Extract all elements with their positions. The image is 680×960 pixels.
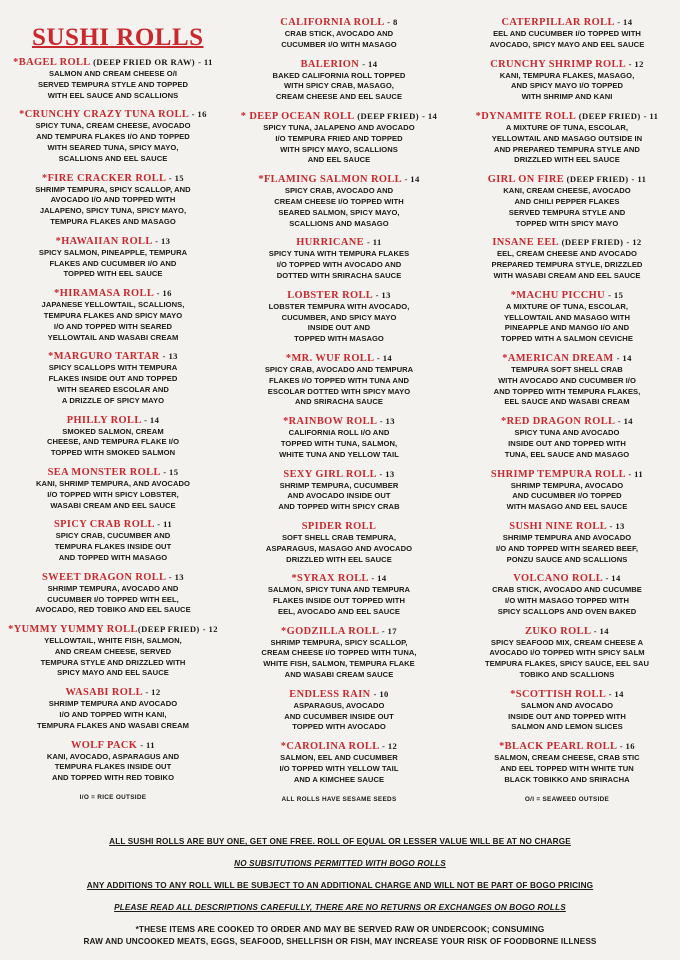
- menu-item-name: *MR. WUF ROLL: [285, 352, 374, 364]
- menu-item-price: - 13: [168, 571, 185, 582]
- menu-item-name: ENDLESS RAIN: [289, 688, 371, 700]
- menu-item-name: CATERPILLAR ROLL: [501, 17, 615, 28]
- menu-item: [454, 520, 680, 565]
- menu-item-name: SUSHI NINE ROLL: [509, 520, 607, 532]
- menu-item-name: ZUKO ROLL: [525, 625, 591, 637]
- menu-item-price: - 13: [609, 520, 625, 531]
- menu-item-heading: [2, 739, 224, 752]
- menu-item-description: SHRIMP TEMPURA, AVOCADO AND CUCUMBER I/O TOPPED WITH EEL, AVOCADO, RED TOBIKO AND EEL SAUCE: [35, 583, 191, 615]
- menu-item-price: - 14: [593, 625, 609, 636]
- menu-item-heading: [454, 740, 680, 753]
- menu-item-name: *MACHU PICCHU: [510, 289, 606, 301]
- returns-notice: PLEASE READ ALL DESCRIPTIONS CAREFULLY, THERE ARE NO RETURNS OR EXCHANGES ON BOGO ROLLS: [114, 903, 566, 912]
- menu-item: [454, 468, 680, 513]
- menu-item-price: - 15: [168, 172, 185, 183]
- menu-item: [230, 236, 448, 281]
- menu-item: [230, 289, 448, 345]
- menu-item-description: SPICY TUNA WITH TEMPURA FLAKES I/O TOPPED WITH AVOCADO AND DOTTED WITH SRIRACHA SAUCE: [268, 249, 410, 280]
- menu-item-name: *FLAMING SALMON ROLL: [258, 174, 402, 186]
- menu-item-price: - 16: [191, 109, 207, 120]
- bogo-notice: ALL SUSHI ROLLS ARE BUY ONE, GET ONE FREE. ROLL OF EQUAL OR LESSER VALUE WILL BE AT NO CHARGE: [109, 837, 571, 846]
- no-substitutions-notice: NO SUBSITUTIONS PERMITTED WITH BOGO ROLLS: [234, 859, 446, 868]
- menu-item-heading: [2, 571, 224, 584]
- menu-item-price: - 14: [371, 573, 387, 584]
- menu-item-heading: [230, 415, 448, 428]
- menu-item-name: LOBSTER ROLL: [287, 289, 373, 301]
- menu-item-heading: [2, 466, 224, 479]
- additions-notice: ANY ADDITIONS TO ANY ROLL WILL BE SUBJECT TO AN ADDITIONAL CHARGE AND WILL NOT BE PART OF BOGO PRICING: [86, 881, 594, 890]
- menu-item: [2, 56, 224, 101]
- menu-item-name: *GODZILLA ROLL: [281, 625, 379, 637]
- menu-item-heading: [454, 16, 680, 29]
- menu-item: [2, 287, 224, 343]
- menu-item-heading: [2, 350, 224, 363]
- menu-item: [230, 352, 448, 408]
- menu-item-description: SOFT SHELL CRAB TEMPURA, ASPARAGUS, MASAGO AND AVOCADO DRIZZLED WITH EEL SAUCE: [265, 532, 413, 564]
- menu-item-name: *DYNAMITE ROLL: [475, 110, 577, 122]
- menu-item-name: *YUMMY YUMMY ROLL: [8, 624, 138, 636]
- menu-item: [454, 352, 680, 408]
- menu-item-name: *HIRAMASA ROLL: [54, 288, 154, 300]
- menu-item-note: (DEEP FRIED): [354, 110, 420, 121]
- menu-item-name: CALIFORNIA ROLL: [280, 17, 385, 28]
- menu-item-heading: [454, 625, 680, 638]
- menu-item-description: A MIXTURE OF TUNA, ESCOLAR, YELLOWTAIL AND MASAGO OUTSIDE IN AND PREPARED TEMPURA STYLE AND DRIZZLED WITH EEL SAUCE: [491, 122, 643, 165]
- menu-item-name: INSANE EEL: [492, 237, 560, 249]
- menu-item-heading: [230, 289, 448, 302]
- menu-item-heading: [454, 58, 680, 71]
- menu-item-name: HURRICANE: [296, 237, 364, 249]
- menu-item-heading: [2, 108, 224, 121]
- menu-item-name: * DEEP OCEAN ROLL: [240, 110, 355, 122]
- menu-item-heading: [454, 236, 680, 249]
- menu-item-price: - 14: [362, 58, 378, 69]
- menu-item-description: SHRIMP TEMPURA, AVOCADO AND CUCUMBER I/O TOPPED WITH MASAGO AND EEL SAUCE: [506, 480, 628, 512]
- menu-item-price: - 11: [157, 519, 173, 530]
- menu-item-name: *BAGEL ROLL: [13, 57, 91, 68]
- menu-item-heading: [230, 468, 448, 481]
- menu-item-name: *HAWAIIAN ROLL: [55, 235, 153, 247]
- menu-item-price: - 14: [617, 17, 633, 27]
- menu-item-name: SEXY GIRL ROLL: [283, 468, 377, 480]
- menu-item-heading: [2, 235, 224, 248]
- menu-item-price: - 11: [198, 57, 213, 67]
- menu-item-description: KANI, AVOCADO, ASPARAGUS AND TEMPURA FLAKES INSIDE OUT AND TOPPED WITH RED TOBIKO: [46, 751, 180, 783]
- menu-item-heading: [2, 686, 224, 699]
- menu-item-name: *RED DRAGON ROLL: [501, 416, 615, 428]
- menu-item: [2, 466, 224, 511]
- menu-item-description: SPICY TUNA AND AVOCADO INSIDE OUT AND TOPPED WITH TUNA, EEL SAUCE AND MASAGO: [504, 428, 630, 459]
- menu-item-description: SPICY SEAFOOD MIX, CREAM CHEESE A AVOCADO I/O TOPPED WITH SPICY SALM TEMPURA FLAKES, SPICY SAUCE, EEL SAU TOBIKO AND SCALLIONS: [484, 637, 650, 680]
- menu-item-heading: [2, 56, 224, 69]
- menu-item-heading: [454, 173, 680, 186]
- menu-item: [454, 236, 680, 281]
- menu-item-price: - 15: [608, 289, 624, 300]
- menu-item-price: - 12: [626, 237, 642, 248]
- menu-item-heading: [230, 625, 448, 638]
- menu-footer: [0, 836, 680, 958]
- menu-item-heading: [230, 173, 448, 186]
- menu-item-heading: [230, 740, 448, 753]
- menu-item-note: (DEEP FRIED): [559, 237, 624, 248]
- menu-item-name: *CAROLINA ROLL: [280, 741, 380, 753]
- menu-item-price: - 14: [376, 352, 393, 363]
- menu-item-description: SPICY SCALLOPS WITH TEMPURA FLAKES INSIDE OUT AND TOPPED WITH SEARED ESCOLAR AND A DRIZZLE OF SPICY MAYO: [48, 363, 178, 405]
- menu-item-heading: [2, 172, 224, 185]
- menu-item: [454, 110, 680, 166]
- menu-item-name: *CRUNCHY CRAZY TUNA ROLL: [19, 109, 189, 121]
- menu-item-heading: [2, 414, 224, 427]
- menu-item-description: SPICY TUNA, CREAM CHEESE, AVOCADO AND TEMPURA FLAKES I/O AND TOPPED WITH SEARED TUNA, SPICY MAYO, SCALLIONS AND EEL SAUCE: [35, 121, 191, 163]
- menu-item-note: (DEEP FRIED): [137, 624, 200, 635]
- menu-item-description: ASPARAGUS, AVOCADO AND CUCUMBER INSIDE OUT TOPPED WITH AVOCADO: [284, 700, 394, 732]
- menu-item-heading: [454, 572, 680, 585]
- menu-item-price: - 14: [605, 573, 621, 584]
- menu-item-price: - 16: [619, 741, 635, 752]
- menu-item-description: SHRIMP TEMPURA, CUCUMBER AND AVOCADO INSIDE OUT AND TOPPED WITH SPICY CRAB: [278, 480, 400, 512]
- menu-item-heading: [454, 415, 680, 428]
- menu-item-heading: [454, 468, 680, 481]
- menu-item-price: - 8: [387, 17, 398, 27]
- menu-item-price: - 12: [202, 624, 218, 635]
- menu-item-heading: [230, 236, 448, 249]
- menu-item-name: VOLCANO ROLL: [513, 573, 603, 585]
- menu-item-note: (DEEP FRIED): [576, 110, 641, 121]
- menu-item: [230, 572, 448, 617]
- menu-item-price: - 13: [375, 289, 391, 300]
- menu-item-description: SHRIMP TEMPURA AND AVOCADO I/O AND TOPPED WITH SEARED BEEF, PONZU SAUCE AND SCALLIONS: [495, 532, 639, 564]
- menu-item: [230, 58, 448, 103]
- menu-item: [2, 350, 224, 406]
- consumer-warning-line-1: *THESE ITEMS ARE COOKED TO ORDER AND MAY BE SERVED RAW OR UNDERCOOK; CONSUMING: [135, 925, 545, 934]
- menu-item-description: A MIXTURE OF TUNA, ESCOLAR, YELLOWTAIL AND MASAGO WITH PINEAPPLE AND MANGO I/O AND TOPPED WITH A SALMON CEVICHE: [501, 301, 633, 344]
- menu-item: [2, 235, 224, 280]
- menu-item-heading: [2, 518, 224, 531]
- menu-item: [2, 172, 224, 228]
- menu-item: [2, 518, 224, 563]
- menu-item-heading: [230, 352, 448, 365]
- menu-item: [230, 415, 448, 460]
- menu-item-price: - 17: [381, 625, 397, 636]
- menu-item-name: *SCOTTISH ROLL: [510, 688, 606, 700]
- menu-item-name: *FIRE CRACKER ROLL: [41, 172, 166, 184]
- menu-item-description: SMOKED SALMON, CREAM CHEESE, AND TEMPURA FLAKE I/O TOPPED WITH SMOKED SALMON: [46, 426, 180, 458]
- menu-item-heading: [230, 520, 448, 533]
- menu-item-price: - 11: [366, 237, 382, 248]
- menu-item-name: SPIDER ROLL: [301, 520, 377, 532]
- menu-item: [230, 520, 448, 565]
- menu-item-price: - 11: [628, 468, 644, 479]
- menu-item-description: SPICY SALMON, PINEAPPLE, TEMPURA FLAKES AND CUCUMBER I/O AND TOPPED WITH EEL SAUCE: [38, 247, 188, 279]
- menu-item-description: CRAB STICK, AVOCADO AND CUCUMBER I/O WITH MASAGO: [281, 29, 397, 49]
- menu-item-description: SHRIMP TEMPURA, SPICY SCALLOP, AND AVOCADO I/O AND TOPPED WITH JALAPENO, SPICY TUNA, SPICY MAYO, TEMPURA FLAKES AND MASAGO: [35, 184, 191, 226]
- menu-item-description: JAPANESE YELLOWTAIL, SCALLIONS, TEMPURA FLAKES AND SPICY MAYO I/O AND TOPPED WITH SEARED YELLOWTAIL AND WASABI CREAM: [41, 300, 185, 342]
- menu-item-name: WOLF PACK: [71, 739, 138, 751]
- column-legend: ALL ROLLS HAVE SESAME SEEDS: [281, 795, 397, 803]
- menu-item-description: SALMON, EEL AND CUCUMBER I/O TOPPED WITH YELLOW TAIL AND A KIMCHEE SAUCE: [279, 753, 399, 784]
- menu-item-price: - 11: [140, 739, 155, 750]
- menu-item-description: YELLOWTAIL, WHITE FISH, SALMON, AND CREAM CHEESE, SERVED TEMPURA STYLE AND DRIZZLED WITH SPICY MAYO AND EEL SAUCE: [40, 636, 186, 678]
- menu-item-name: *AMERICAN DREAM: [502, 352, 614, 364]
- menu-item: [230, 740, 448, 785]
- menu-item: [230, 110, 448, 166]
- menu-item-description: SPICY CRAB, AVOCADO AND TEMPURA FLAKES I/O TOPPED WITH TUNA AND ESCOLAR DOTTED WITH SPICY MAYO AND SRIRACHA SAUCE: [264, 364, 414, 407]
- menu-item-price: - 14: [608, 688, 624, 699]
- menu-item-price: - 10: [373, 688, 389, 699]
- menu-item-heading: [2, 623, 224, 636]
- menu-item-heading: [230, 110, 448, 123]
- menu-item-heading: [230, 688, 448, 701]
- menu-item: [454, 740, 680, 785]
- menu-item-price: - 13: [379, 468, 395, 479]
- menu-item: [454, 572, 680, 617]
- menu-item: [2, 739, 224, 784]
- menu-item-price: - 11: [643, 110, 659, 121]
- menu-item: [230, 625, 448, 681]
- menu-item-name: PHILLY ROLL: [66, 414, 142, 426]
- menu-item-description: EEL, CREAM CHEESE AND AVOCADO PREPARED TEMPURA STYLE, DRIZZLED WITH WASABI CREAM AND EEL SAUCE: [491, 249, 643, 280]
- menu-item: [230, 16, 448, 51]
- menu-item-price: - 14: [616, 352, 632, 363]
- menu-item-price: - 14: [617, 416, 633, 427]
- menu-item: [454, 688, 680, 733]
- menu-item-description: SALMON, SPICY TUNA AND TEMPURA FLAKES INSIDE OUT TOPPED WITH EEL, AVOCADO AND EEL SAUCE: [267, 585, 411, 616]
- menu-item: [454, 173, 680, 229]
- menu-column-1: [2, 56, 224, 801]
- menu-item-price: - 12: [145, 687, 161, 698]
- menu-item-description: TEMPURA SOFT SHELL CRAB WITH AVOCADO AND CUCUMBER I/O AND TOPPED WITH TEMPURA FLAKES, EEL SAUCE AND WASABI CREAM: [493, 364, 641, 407]
- column-legend: I/O = RICE OUTSIDE: [79, 794, 147, 802]
- menu-item-description: KANI, SHRIMP TEMPURA, AND AVOCADO I/O TOPPED WITH SPICY LOBSTER, WASABI CREAM AND EEL SAUCE: [36, 478, 190, 510]
- menu-item-note: (DEEP FRIED OR RAW): [90, 57, 196, 67]
- menu-item-description: LOBSTER TEMPURA WITH AVOCADO, CUCUMBER, AND SPICY MAYO INSIDE OUT AND TOPPED WITH MASAGO: [268, 301, 410, 344]
- menu-item-price: - 14: [422, 110, 438, 121]
- menu-item-name: SWEET DRAGON ROLL: [41, 571, 166, 583]
- menu-item-price: - 12: [628, 58, 644, 69]
- menu-item-description: KANI, TEMPURA FLAKES, MASAGO, AND SPICY MAYO I/O TOPPED WITH SHRIMP AND KANI: [499, 70, 635, 102]
- menu-item-price: - 16: [156, 288, 172, 299]
- menu-item-description: SHRIMP TEMPURA, SPICY SCALLOP, CREAM CHEESE I/O TOPPED WITH TUNA, WHITE FISH, SALMON, TEMPURA FLAKE AND WASABI CREAM SAUCE: [261, 637, 417, 680]
- menu-item-heading: [230, 572, 448, 585]
- menu-item-price: - 14: [404, 174, 420, 185]
- menu-item: [454, 415, 680, 460]
- menu-item-heading: [454, 352, 680, 365]
- menu-item-name: BALERION: [300, 58, 360, 70]
- menu-item-heading: [454, 289, 680, 302]
- page-title: SUSHI ROLLS: [32, 24, 204, 51]
- menu-item-heading: [2, 287, 224, 300]
- menu-column-2: [230, 16, 448, 803]
- menu-item-description: SHRIMP TEMPURA AND AVOCADO I/O AND TOPPED WITH KANI, TEMPURA FLAKES AND WASABI CREAM: [36, 699, 189, 730]
- menu-item-price: - 11: [631, 174, 647, 185]
- menu-item-price: - 13: [379, 416, 395, 427]
- menu-item-name: *SYRAX ROLL: [291, 573, 369, 585]
- menu-item: [230, 173, 448, 229]
- menu-item-name: *BLACK PEARL ROLL: [499, 741, 617, 753]
- menu-item-name: SPICY CRAB ROLL: [53, 519, 155, 531]
- menu-item-heading: [454, 688, 680, 701]
- menu-item: [2, 414, 224, 459]
- menu-item-name: SEA MONSTER ROLL: [47, 466, 161, 478]
- menu-item-name: *RAINBOW ROLL: [283, 416, 377, 428]
- menu-item: [2, 108, 224, 164]
- menu-item-description: CRAB STICK, AVOCADO AND CUCUMBE I/O WITH MASAGO TOPPED WITH SPICY SCALLOPS AND OVEN BAKED: [492, 585, 642, 616]
- menu-item-description: BAKED CALIFORNIA ROLL TOPPED WITH SPICY CRAB, MASAGO, CREAM CHEESE AND EEL SAUCE: [272, 70, 406, 102]
- menu-item-note: (DEEP FRIED): [564, 174, 629, 185]
- menu-item-price: - 13: [162, 351, 178, 362]
- menu-item-name: CRUNCHY SHRIMP ROLL: [490, 58, 626, 70]
- menu-item: [2, 686, 224, 731]
- menu-item-price: - 14: [144, 414, 160, 425]
- menu-item: [454, 58, 680, 103]
- menu-item-description: KANI, CREAM CHEESE, AVOCADO AND CHILI PEPPER FLAKES SERVED TEMPURA STYLE AND TOPPED WITH SPICY MAYO: [503, 186, 631, 228]
- menu-item-name: WASABI ROLL: [65, 687, 143, 699]
- menu-item: [230, 468, 448, 513]
- menu-item: [230, 688, 448, 733]
- menu-item-description: SALMON AND CREAM CHEESE O/I SERVED TEMPURA STYLE AND TOPPED WITH EEL SAUCE AND SCALLIONS: [37, 69, 189, 100]
- menu-item-name: SHRIMP TEMPURA ROLL: [490, 468, 626, 480]
- menu-item-description: CALIFORNIA ROLL I/O AND TOPPED WITH TUNA, SALMON, WHITE TUNA AND YELLOW TAIL: [279, 428, 399, 459]
- menu-item-price: - 13: [155, 235, 171, 246]
- menu-item: [454, 16, 680, 51]
- menu-item-description: SALMON AND AVOCADO INSIDE OUT AND TOPPED WITH SALMON AND LEMON SLICES: [508, 700, 626, 732]
- menu-item-heading: [454, 520, 680, 533]
- menu-item-description: SPICY CRAB, CUCUMBER AND TEMPURA FLAKES INSIDE OUT AND TOPPED WITH MASAGO: [54, 531, 172, 562]
- menu-item-heading: [454, 110, 680, 123]
- menu-item-description: SPICY CRAB, AVOCADO AND CREAM CHEESE I/O TOPPED WITH SEARED SALMON, SPICY MAYO, SCALLIONS AND MASAGO: [274, 186, 404, 228]
- menu-item: [454, 289, 680, 345]
- menu-item-name: GIRL ON FIRE: [487, 174, 565, 186]
- menu-item-description: SALMON, CREAM CHEESE, CRAB STIC AND EEL TOPPED WITH WHITE TUN BLACK TOBIKKO AND SRIRACHA: [494, 753, 640, 784]
- menu-item-name: *MARGURO TARTAR: [48, 351, 160, 363]
- menu-column-3: [454, 16, 680, 803]
- consumer-warning-line-2: RAW AND UNCOOKED MEATS, EGGS, SEAFOOD, SHELLFISH OR FISH, MAY INCREASE YOUR RISK OF FOODBORNE ILLNESS: [83, 937, 597, 946]
- menu-item-heading: [230, 58, 448, 71]
- menu-item-heading: [230, 16, 448, 29]
- menu-item-description: SPICY TUNA, JALAPENO AND AVOCADO I/O TEMPURA FRIED AND TOPPED WITH SPICY MAYO, SCALLIONS AND EEL SAUCE: [263, 122, 415, 165]
- menu-item-price: - 12: [382, 741, 398, 752]
- menu-item: [454, 625, 680, 681]
- menu-item-price: - 15: [163, 466, 179, 477]
- menu-item: [2, 571, 224, 616]
- menu-item: [2, 623, 224, 679]
- column-legend: O/I = SEAWEED OUTSIDE: [524, 795, 610, 803]
- menu-item-description: EEL AND CUCUMBER I/O TOPPED WITH AVOCADO, SPICY MAYO AND EEL SAUCE: [489, 29, 645, 49]
